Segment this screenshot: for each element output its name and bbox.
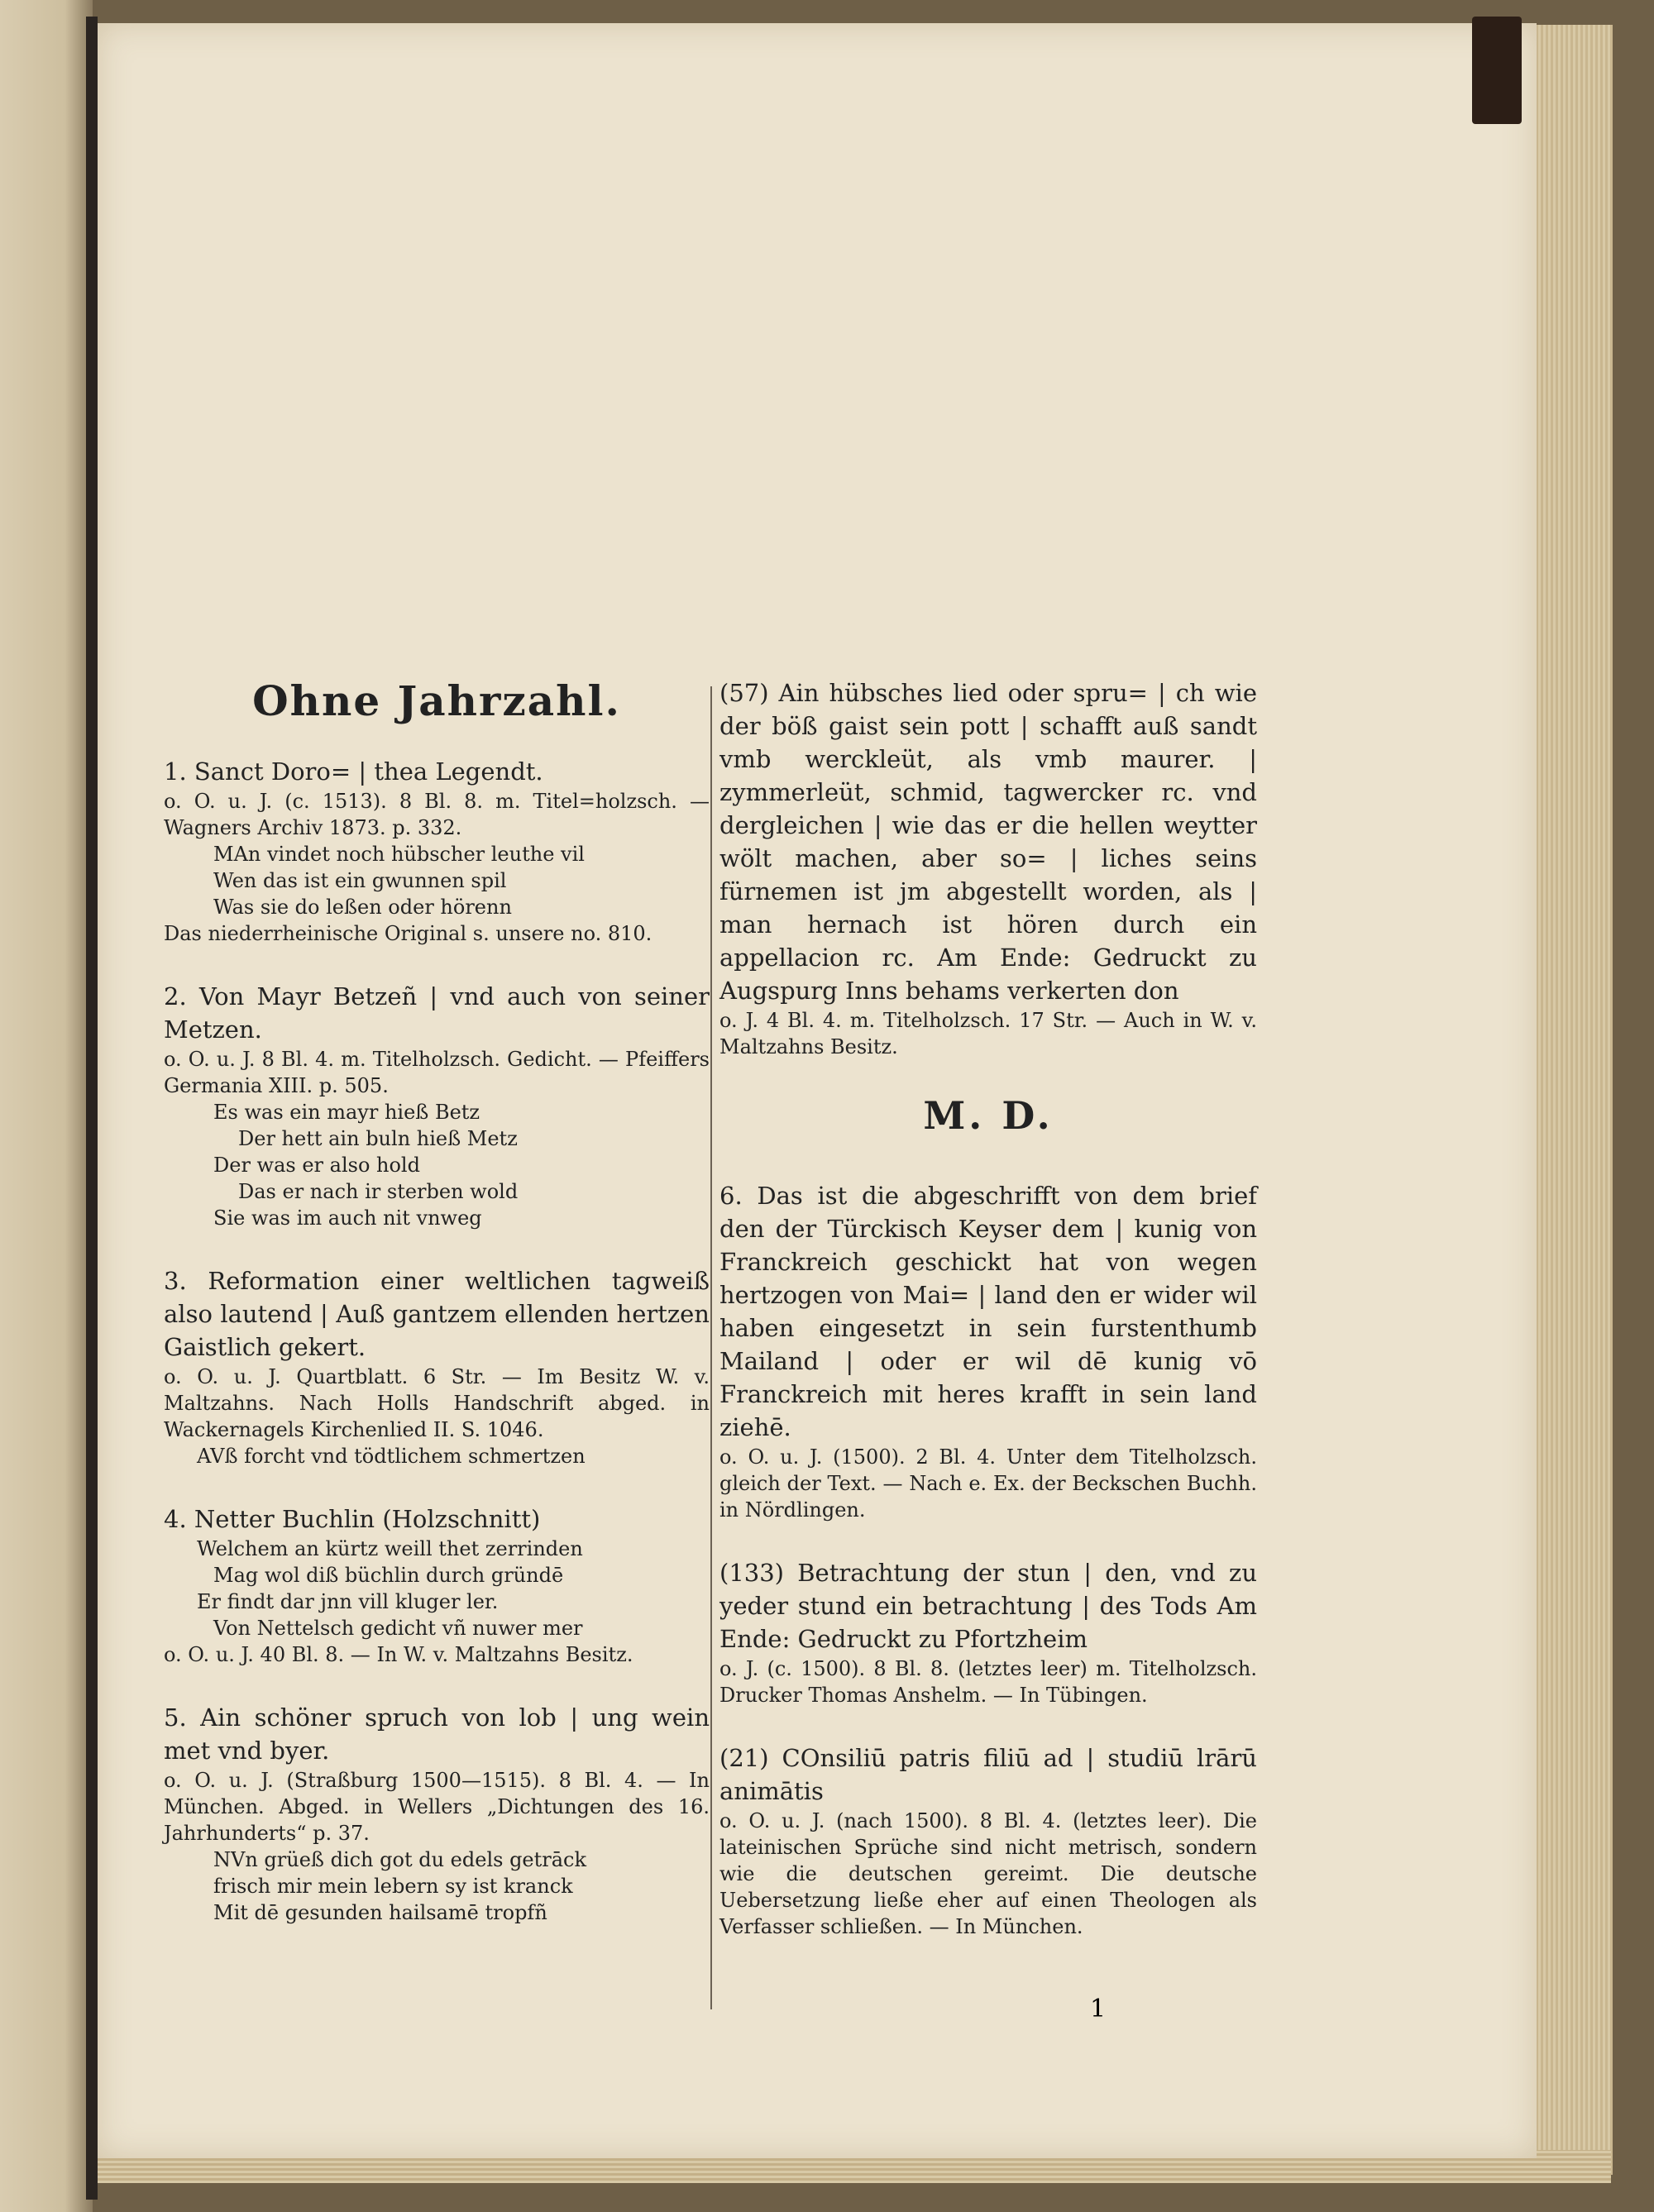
entry-1	[164, 755, 710, 947]
entry-title: 4. Netter Buchlin (Holzschnitt)	[164, 1505, 541, 1533]
verse-line: Von Nettelsch gedicht vñ nuwer mer	[213, 1617, 583, 1640]
verse-line: Was sie do leßen oder hörenn	[213, 896, 512, 919]
entry-4	[164, 1503, 710, 1668]
verse-line: Das er nach ir sterben wold	[238, 1180, 519, 1203]
entry-note: Das niederrheinische Original s. unsere no. 810.	[164, 922, 653, 945]
entry-note: o. J. 4 Bl. 4. m. Titelholzsch. 17 Str. — Auch in W. v. Maltzahns Besitz.	[719, 1009, 1257, 1058]
entry-2	[164, 980, 710, 1231]
entry-title: 5. Ain schöner spruch von lob | ung wein met vnd byer.	[164, 1703, 710, 1765]
section-heading-md: M. D.	[923, 1093, 1054, 1138]
verse-line: Wen das ist ein gwunnen spil	[213, 869, 507, 892]
verse-line: MAn vindet noch hübscher leuthe vil	[213, 843, 585, 866]
entry-note: o. O. u. J. 8 Bl. 4. m. Titelholzsch. Gedicht. — Pfeiffers Germania XIII. p. 505.	[164, 1048, 710, 1097]
entry-note: o. O. u. J. (Straßburg 1500—1515). 8 Bl. 4. — In München. Abged. in Wellers „Dichtungen des 16. Jahrhunderts“ p. 37.	[164, 1769, 710, 1845]
column-divider	[710, 686, 712, 2009]
book-spine	[86, 17, 98, 2200]
entry-title: 1. Sanct Doro= | thea Legendt.	[164, 757, 543, 786]
entry-note: o. J. (c. 1500). 8 Bl. 8. (letztes leer) m. Titelholzsch. Drucker Thomas Anshelm. — In Tübingen.	[719, 1657, 1257, 1707]
verse-line: frisch mir mein lebern sy ist kranck	[213, 1875, 573, 1898]
right-column	[719, 676, 1257, 1973]
entry-title: (133) Betrachtung der stun | den, vnd zu yeder stund ein betrachtung | des Tods Am Ende: Gedruckt zu Pfortzheim	[719, 1559, 1257, 1653]
verse-line: Der was er also hold	[213, 1154, 420, 1177]
entry-note: o. O. u. J. (1500). 2 Bl. 4. Unter dem Titelholzsch. gleich der Text. — Nach e. Ex. der Beckschen Buchh. in Nördlingen.	[719, 1445, 1257, 1522]
entry-title: 3. Reformation einer weltlichen tagweiß also lautend | Auß gantzem ellenden hertzen Gaistlich gekert.	[164, 1267, 710, 1361]
verse-line: Mag wol diß büchlin durch gründē	[213, 1564, 564, 1587]
entry-5	[164, 1701, 710, 1926]
page-number: 1	[1090, 1995, 1107, 2023]
entry-note: o. O. u. J. (c. 1513). 8 Bl. 8. m. Titel=holzsch. — Wagners Archiv 1873. p. 332.	[164, 790, 710, 839]
entry-note: o. O. u. J. (nach 1500). 8 Bl. 4. (letztes leer). Die lateinischen Sprüche sind nicht metrisch, sondern wie die deutschen gereimt. Die deutsche Uebersetzung ließe eher auf einen Theologen als Verfasser schließen. — In München.	[719, 1809, 1257, 1938]
entry-6	[719, 1179, 1257, 1523]
entry-title: 2. Von Mayr Betzeñ | vnd auch von seiner Metzen.	[164, 982, 710, 1044]
entry-133	[719, 1556, 1257, 1708]
verse-line: AVß forcht vnd tödtlichem schmertzen	[197, 1445, 586, 1468]
verse-line: Er findt dar jnn vill kluger ler.	[197, 1590, 499, 1613]
verse-line: NVn grüeß dich got du edels getrāck	[213, 1848, 587, 1871]
page-corner-tab	[1472, 17, 1522, 124]
entry-note: o. O. u. J. Quartblatt. 6 Str. — Im Besitz W. v. Maltzahns. Nach Holls Handschrift abged. in Wackernagels Kirchenlied II. S. 1046.	[164, 1365, 710, 1441]
left-page-edge	[0, 0, 93, 2212]
verse-line: Der hett ain buln hieß Metz	[238, 1127, 518, 1150]
entry-note: o. O. u. J. 40 Bl. 8. — In W. v. Maltzahns Besitz.	[164, 1643, 633, 1666]
entry-57	[719, 676, 1257, 1060]
entry-title: 6. Das ist die abgeschrifft von dem brief den der Türckisch Keyser dem | kunig von Franckreich geschickt hat von wegen hertzogen von Mai= | land den er wider wil haben eingesetzt in sein furstenthumb Mailand | oder er wil dē kunig vō Franckreich mit heres krafft in sein land ziehē.	[719, 1182, 1257, 1441]
entry-21	[719, 1741, 1257, 1940]
verse-line: Mit dē gesunden hailsamē tropfñ	[213, 1901, 547, 1924]
left-column	[164, 676, 710, 1959]
entry-3	[164, 1264, 710, 1469]
verse-line: Welchem an kürtz weill thet zerrinden	[197, 1537, 583, 1560]
entry-title: (21) COnsiliū patris filiū ad | studiū lrārū animātis	[719, 1744, 1257, 1805]
verse-line: Es was ein mayr hieß Betz	[213, 1101, 480, 1124]
entry-title: (57) Ain hübsches lied oder spru= | ch wie der böß gaist sein pott | schafft auß sandt vmb werckleüt, als vmb maurer. | zymmerleüt, schmid, tagwercker rc. vnd dergleichen | wie das er die hellen weytter wölt machen, aber so= | liches seins fürnemen ist jm abgestellt worden, als | man hernach ist hören durch ein appellacion rc. Am Ende: Gedruckt zu Augspurg Inns behams verkerten don	[719, 679, 1257, 1005]
section-heading-ohne-jahrzahl: Ohne Jahrzahl.	[252, 676, 621, 725]
verse-line: Sie was im auch nit vnweg	[213, 1206, 482, 1230]
